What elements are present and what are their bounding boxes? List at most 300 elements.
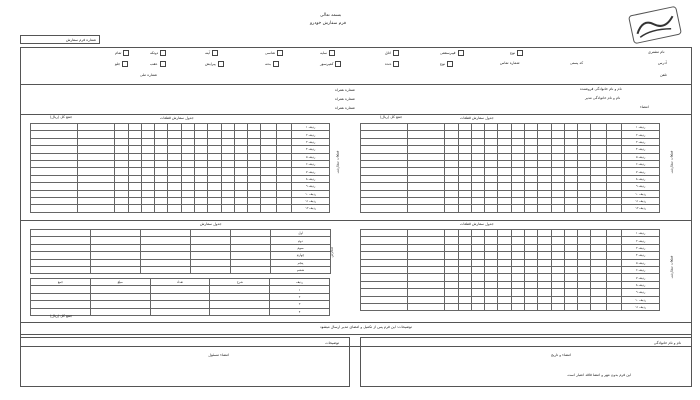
table-cell[interactable] <box>261 205 277 212</box>
table-cell[interactable] <box>606 190 622 197</box>
table-cell[interactable] <box>234 160 247 167</box>
table-cell[interactable] <box>445 205 458 212</box>
table-cell[interactable] <box>115 146 128 153</box>
table-cell[interactable] <box>471 183 484 190</box>
table-cell[interactable] <box>361 289 408 296</box>
table-cell[interactable] <box>498 244 511 251</box>
table-cell[interactable] <box>524 138 537 145</box>
table-cell[interactable] <box>208 168 221 175</box>
table-cell[interactable] <box>155 160 168 167</box>
table-cell[interactable] <box>551 205 564 212</box>
table-cell[interactable] <box>445 296 458 303</box>
table-cell[interactable] <box>485 124 498 131</box>
table-cell[interactable] <box>458 259 471 266</box>
table-cell[interactable] <box>471 160 484 167</box>
table-cell[interactable] <box>511 153 524 160</box>
table-cell[interactable] <box>31 153 78 160</box>
table-cell[interactable] <box>445 190 458 197</box>
table-cell[interactable] <box>77 190 115 197</box>
table-cell[interactable] <box>458 168 471 175</box>
table-cell[interactable] <box>221 131 234 138</box>
table-cell[interactable] <box>606 175 622 182</box>
table-cell[interactable] <box>361 183 408 190</box>
table-cell[interactable] <box>150 293 210 300</box>
table-cell[interactable] <box>141 266 191 273</box>
table-cell[interactable] <box>31 286 91 293</box>
table-cell[interactable] <box>458 183 471 190</box>
table-cell[interactable] <box>551 274 564 281</box>
table-cell[interactable] <box>551 175 564 182</box>
table-cell[interactable] <box>498 160 511 167</box>
table-cell[interactable] <box>248 160 261 167</box>
table-cell[interactable] <box>485 259 498 266</box>
table-cell[interactable] <box>591 252 607 259</box>
table-cell[interactable] <box>77 183 115 190</box>
table-cell[interactable] <box>606 124 622 131</box>
table-cell[interactable] <box>485 153 498 160</box>
table-cell[interactable] <box>31 252 91 259</box>
table-cell[interactable] <box>471 168 484 175</box>
table-cell[interactable] <box>578 153 591 160</box>
table-cell[interactable] <box>578 146 591 153</box>
table-cell[interactable] <box>168 153 181 160</box>
table-cell[interactable] <box>471 266 484 273</box>
table-cell[interactable] <box>524 160 537 167</box>
table-cell[interactable] <box>578 266 591 273</box>
table-cell[interactable] <box>445 266 458 273</box>
table-cell[interactable] <box>115 160 128 167</box>
table-cell[interactable] <box>485 190 498 197</box>
table-cell[interactable] <box>511 168 524 175</box>
table-cell[interactable] <box>445 244 458 251</box>
table-cell[interactable] <box>551 289 564 296</box>
table-cell[interactable] <box>591 175 607 182</box>
table-cell[interactable] <box>591 138 607 145</box>
table-cell[interactable] <box>578 175 591 182</box>
table-cell[interactable] <box>77 160 115 167</box>
option-3[interactable]: اتاق <box>385 50 399 56</box>
table-cell[interactable] <box>181 146 194 153</box>
table-cell[interactable] <box>564 138 577 145</box>
table-cell[interactable] <box>191 266 231 273</box>
option-8[interactable]: تمام <box>115 50 129 56</box>
table-cell[interactable] <box>485 252 498 259</box>
table-cell[interactable] <box>498 230 511 237</box>
table-cell[interactable] <box>361 244 408 251</box>
table-cell[interactable] <box>155 138 168 145</box>
table-cell[interactable] <box>578 183 591 190</box>
table-cell[interactable] <box>361 160 408 167</box>
table-cell[interactable] <box>31 205 78 212</box>
table-cell[interactable] <box>276 160 292 167</box>
table-cell[interactable] <box>168 197 181 204</box>
table-cell[interactable] <box>511 237 524 244</box>
table-cell[interactable] <box>91 252 141 259</box>
table-cell[interactable] <box>578 160 591 167</box>
table-cell[interactable] <box>471 146 484 153</box>
table-cell[interactable] <box>498 124 511 131</box>
table-cell[interactable] <box>31 168 78 175</box>
table-cell[interactable] <box>498 146 511 153</box>
table-cell[interactable] <box>128 205 141 212</box>
table-cell[interactable] <box>458 205 471 212</box>
table-cell[interactable] <box>458 289 471 296</box>
table-cell[interactable] <box>231 230 271 237</box>
table-cell[interactable] <box>551 259 564 266</box>
table-cell[interactable] <box>471 259 484 266</box>
table-cell[interactable] <box>261 190 277 197</box>
table-cell[interactable] <box>524 303 537 310</box>
table-cell[interactable] <box>155 183 168 190</box>
table-cell[interactable] <box>90 301 150 308</box>
table-cell[interactable] <box>208 175 221 182</box>
table-cell[interactable] <box>155 168 168 175</box>
table-cell[interactable] <box>248 153 261 160</box>
table-cell[interactable] <box>524 281 537 288</box>
table-cell[interactable] <box>578 230 591 237</box>
table-cell[interactable] <box>234 175 247 182</box>
table-cell[interactable] <box>606 138 622 145</box>
table-cell[interactable] <box>524 197 537 204</box>
table-cell[interactable] <box>445 274 458 281</box>
table-cell[interactable] <box>524 274 537 281</box>
table-cell[interactable] <box>498 168 511 175</box>
table-cell[interactable] <box>31 146 78 153</box>
table-cell[interactable] <box>31 230 91 237</box>
table-cell[interactable] <box>538 259 551 266</box>
table-cell[interactable] <box>261 197 277 204</box>
table-cell[interactable] <box>591 168 607 175</box>
table-cell[interactable] <box>361 259 408 266</box>
table-cell[interactable] <box>538 190 551 197</box>
table-cell[interactable] <box>221 205 234 212</box>
table-cell[interactable] <box>221 146 234 153</box>
table-cell[interactable] <box>194 168 207 175</box>
table-cell[interactable] <box>471 281 484 288</box>
table-cell[interactable] <box>591 190 607 197</box>
table-cell[interactable] <box>141 131 154 138</box>
table-cell[interactable] <box>591 303 607 310</box>
table-cell[interactable] <box>168 205 181 212</box>
table-cell[interactable] <box>221 168 234 175</box>
table-cell[interactable] <box>538 131 551 138</box>
table-cell[interactable] <box>115 131 128 138</box>
table-cell[interactable] <box>141 153 154 160</box>
table-cell[interactable] <box>168 131 181 138</box>
table-cell[interactable] <box>361 175 408 182</box>
table-cell[interactable] <box>361 168 408 175</box>
table-cell[interactable] <box>407 237 445 244</box>
table-cell[interactable] <box>511 138 524 145</box>
table-cell[interactable] <box>208 183 221 190</box>
table-cell[interactable] <box>77 197 115 204</box>
table-cell[interactable] <box>551 168 564 175</box>
table-cell[interactable] <box>458 274 471 281</box>
table-cell[interactable] <box>606 183 622 190</box>
table-cell[interactable] <box>538 252 551 259</box>
table-cell[interactable] <box>564 266 577 273</box>
table-cell[interactable] <box>564 131 577 138</box>
table-cell[interactable] <box>606 296 622 303</box>
table-cell[interactable] <box>191 259 231 266</box>
table-cell[interactable] <box>191 237 231 244</box>
table-cell[interactable] <box>591 124 607 131</box>
table-cell[interactable] <box>551 160 564 167</box>
table-cell[interactable] <box>471 153 484 160</box>
table-cell[interactable] <box>248 124 261 131</box>
table-cell[interactable] <box>194 138 207 145</box>
table-cell[interactable] <box>141 160 154 167</box>
table-cell[interactable] <box>551 138 564 145</box>
table-cell[interactable] <box>458 124 471 131</box>
table-cell[interactable] <box>128 153 141 160</box>
table-cell[interactable] <box>141 190 154 197</box>
table-cell[interactable] <box>578 138 591 145</box>
table-cell[interactable] <box>458 230 471 237</box>
table-cell[interactable] <box>181 160 194 167</box>
table-cell[interactable] <box>538 289 551 296</box>
table-cell[interactable] <box>498 266 511 273</box>
table-cell[interactable] <box>498 131 511 138</box>
table-cell[interactable] <box>606 266 622 273</box>
table-cell[interactable] <box>458 131 471 138</box>
table-cell[interactable] <box>524 289 537 296</box>
table-cell[interactable] <box>31 301 91 308</box>
table-cell[interactable] <box>538 138 551 145</box>
table-cell[interactable] <box>538 244 551 251</box>
table-cell[interactable] <box>606 146 622 153</box>
table-cell[interactable] <box>361 237 408 244</box>
table-cell[interactable] <box>261 168 277 175</box>
table-cell[interactable] <box>498 190 511 197</box>
table-cell[interactable] <box>155 153 168 160</box>
table-cell[interactable] <box>128 160 141 167</box>
table-cell[interactable] <box>498 303 511 310</box>
table-cell[interactable] <box>591 197 607 204</box>
table-cell[interactable] <box>591 153 607 160</box>
table-cell[interactable] <box>445 289 458 296</box>
table-cell[interactable] <box>524 266 537 273</box>
table-cell[interactable] <box>234 205 247 212</box>
table-cell[interactable] <box>591 160 607 167</box>
table-cell[interactable] <box>31 259 91 266</box>
option-row2-7[interactable]: جلو <box>115 61 128 67</box>
table-cell[interactable] <box>538 183 551 190</box>
table-cell[interactable] <box>407 197 445 204</box>
table-cell[interactable] <box>538 205 551 212</box>
table-cell[interactable] <box>191 230 231 237</box>
table-cell[interactable] <box>234 131 247 138</box>
table-cell[interactable] <box>407 230 445 237</box>
table-cell[interactable] <box>77 131 115 138</box>
table-cell[interactable] <box>31 160 78 167</box>
table-cell[interactable] <box>498 296 511 303</box>
table-cell[interactable] <box>564 190 577 197</box>
table-cell[interactable] <box>445 153 458 160</box>
table-cell[interactable] <box>155 131 168 138</box>
table-cell[interactable] <box>194 175 207 182</box>
table-cell[interactable] <box>194 160 207 167</box>
table-cell[interactable] <box>31 197 78 204</box>
table-cell[interactable] <box>471 289 484 296</box>
table-cell[interactable] <box>361 281 408 288</box>
table-cell[interactable] <box>471 131 484 138</box>
table-cell[interactable] <box>538 153 551 160</box>
table-cell[interactable] <box>578 197 591 204</box>
table-cell[interactable] <box>458 266 471 273</box>
table-cell[interactable] <box>578 237 591 244</box>
table-cell[interactable] <box>141 175 154 182</box>
table-cell[interactable] <box>77 138 115 145</box>
table-cell[interactable] <box>498 289 511 296</box>
table-cell[interactable] <box>564 183 577 190</box>
table-cell[interactable] <box>606 252 622 259</box>
table-cell[interactable] <box>248 197 261 204</box>
option-row2-1[interactable]: نوع <box>440 61 453 67</box>
table-cell[interactable] <box>578 274 591 281</box>
table-cell[interactable] <box>248 138 261 145</box>
table-cell[interactable] <box>221 190 234 197</box>
table-cell[interactable] <box>261 175 277 182</box>
option-row2-2[interactable]: دنده <box>385 61 399 67</box>
table-cell[interactable] <box>564 230 577 237</box>
table-cell[interactable] <box>564 303 577 310</box>
table-cell[interactable] <box>194 183 207 190</box>
table-cell[interactable] <box>208 160 221 167</box>
table-cell[interactable] <box>208 146 221 153</box>
option-5[interactable]: شاسی <box>265 50 283 56</box>
table-cell[interactable] <box>141 197 154 204</box>
table-cell[interactable] <box>578 252 591 259</box>
table-cell[interactable] <box>90 293 150 300</box>
table-cell[interactable] <box>210 301 270 308</box>
table-cell[interactable] <box>31 190 78 197</box>
table-cell[interactable] <box>407 190 445 197</box>
table-cell[interactable] <box>231 244 271 251</box>
table-cell[interactable] <box>77 146 115 153</box>
table-cell[interactable] <box>155 175 168 182</box>
table-cell[interactable] <box>485 168 498 175</box>
table-cell[interactable] <box>208 205 221 212</box>
table-cell[interactable] <box>578 205 591 212</box>
table-cell[interactable] <box>210 308 270 315</box>
table-cell[interactable] <box>141 237 191 244</box>
table-cell[interactable] <box>498 281 511 288</box>
table-cell[interactable] <box>524 296 537 303</box>
table-cell[interactable] <box>564 124 577 131</box>
table-cell[interactable] <box>407 183 445 190</box>
table-cell[interactable] <box>458 175 471 182</box>
table-cell[interactable] <box>458 303 471 310</box>
table-cell[interactable] <box>141 259 191 266</box>
table-cell[interactable] <box>524 230 537 237</box>
table-cell[interactable] <box>234 153 247 160</box>
table-cell[interactable] <box>458 153 471 160</box>
table-cell[interactable] <box>524 146 537 153</box>
table-cell[interactable] <box>524 175 537 182</box>
table-cell[interactable] <box>471 252 484 259</box>
table-cell[interactable] <box>276 124 292 131</box>
table-cell[interactable] <box>551 190 564 197</box>
table-cell[interactable] <box>208 153 221 160</box>
table-cell[interactable] <box>168 124 181 131</box>
option-row2-4[interactable]: بدنه <box>265 61 279 67</box>
table-cell[interactable] <box>511 296 524 303</box>
table-cell[interactable] <box>115 153 128 160</box>
table-cell[interactable] <box>361 138 408 145</box>
table-cell[interactable] <box>511 281 524 288</box>
table-cell[interactable] <box>210 286 270 293</box>
table-cell[interactable] <box>276 131 292 138</box>
table-cell[interactable] <box>606 274 622 281</box>
table-cell[interactable] <box>606 160 622 167</box>
table-cell[interactable] <box>407 266 445 273</box>
table-cell[interactable] <box>458 252 471 259</box>
table-cell[interactable] <box>471 138 484 145</box>
table-cell[interactable] <box>485 175 498 182</box>
table-cell[interactable] <box>276 138 292 145</box>
table-cell[interactable] <box>234 138 247 145</box>
table-cell[interactable] <box>471 175 484 182</box>
table-cell[interactable] <box>606 259 622 266</box>
table-cell[interactable] <box>538 146 551 153</box>
table-cell[interactable] <box>511 244 524 251</box>
option-1[interactable]: نوع <box>510 50 523 56</box>
table-cell[interactable] <box>31 237 91 244</box>
table-cell[interactable] <box>31 244 91 251</box>
table-cell[interactable] <box>606 281 622 288</box>
table-cell[interactable] <box>208 131 221 138</box>
table-cell[interactable] <box>498 138 511 145</box>
table-cell[interactable] <box>115 190 128 197</box>
table-cell[interactable] <box>407 274 445 281</box>
table-cell[interactable] <box>564 175 577 182</box>
table-cell[interactable] <box>150 301 210 308</box>
table-cell[interactable] <box>591 230 607 237</box>
table-cell[interactable] <box>564 146 577 153</box>
table-cell[interactable] <box>234 168 247 175</box>
table-cell[interactable] <box>551 230 564 237</box>
table-cell[interactable] <box>261 183 277 190</box>
table-cell[interactable] <box>261 153 277 160</box>
table-cell[interactable] <box>564 289 577 296</box>
table-cell[interactable] <box>210 293 270 300</box>
table-cell[interactable] <box>276 146 292 153</box>
table-cell[interactable] <box>208 138 221 145</box>
table-cell[interactable] <box>606 197 622 204</box>
table-cell[interactable] <box>155 146 168 153</box>
table-cell[interactable] <box>77 124 115 131</box>
table-cell[interactable] <box>578 190 591 197</box>
table-cell[interactable] <box>591 146 607 153</box>
option-6[interactable]: آینه <box>205 50 218 56</box>
table-cell[interactable] <box>578 168 591 175</box>
table-cell[interactable] <box>458 237 471 244</box>
table-cell[interactable] <box>511 124 524 131</box>
table-cell[interactable] <box>485 183 498 190</box>
table-cell[interactable] <box>407 146 445 153</box>
table-cell[interactable] <box>564 244 577 251</box>
table-cell[interactable] <box>471 124 484 131</box>
table-cell[interactable] <box>578 303 591 310</box>
table-cell[interactable] <box>471 296 484 303</box>
table-cell[interactable] <box>407 160 445 167</box>
table-cell[interactable] <box>578 131 591 138</box>
table-cell[interactable] <box>551 303 564 310</box>
table-cell[interactable] <box>564 252 577 259</box>
table-cell[interactable] <box>234 146 247 153</box>
table-cell[interactable] <box>458 146 471 153</box>
